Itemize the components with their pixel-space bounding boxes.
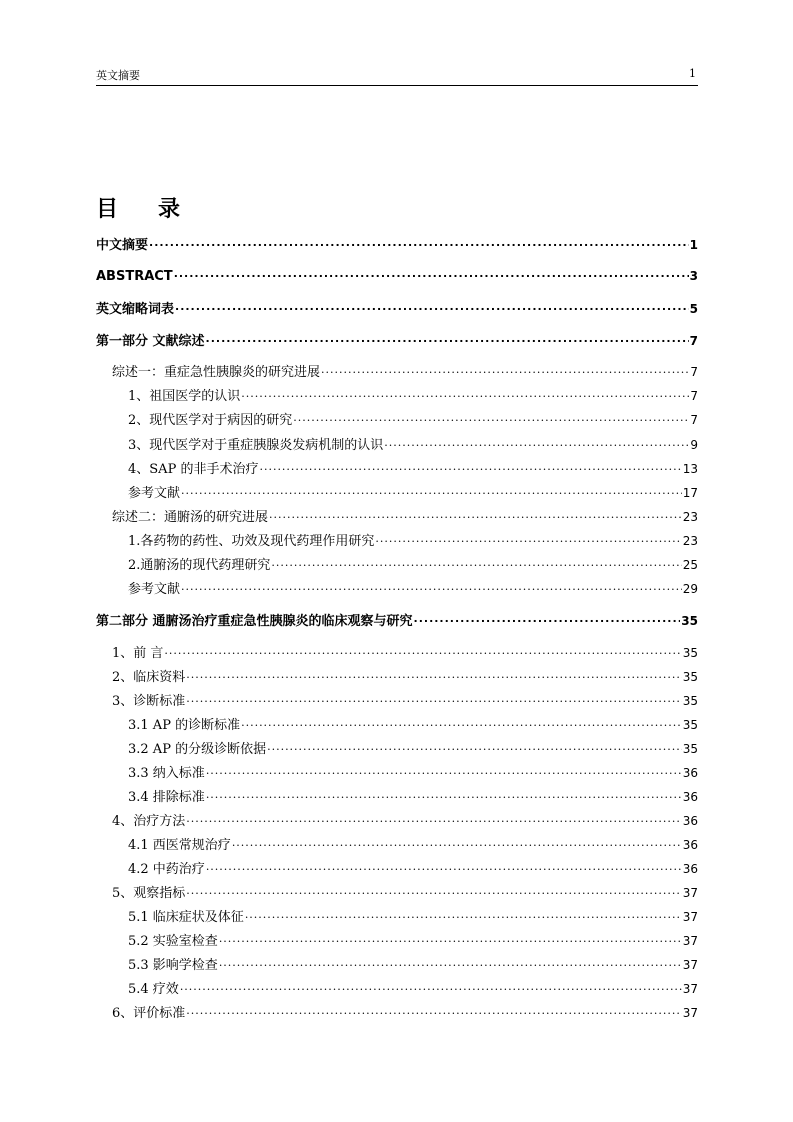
- page-title: [96, 192, 180, 223]
- toc-dot-leader: [375, 531, 681, 545]
- header-section-title: 英文摘要: [96, 69, 140, 82]
- toc-entry[interactable]: [128, 978, 698, 997]
- toc-dot-leader: [174, 266, 689, 280]
- toc-entry[interactable]: [128, 930, 698, 949]
- toc-entry-title: 5.2 实验室检查: [128, 934, 218, 949]
- toc-entry-title: 参考文献: [128, 486, 181, 501]
- title-part-2: 录: [158, 197, 181, 222]
- toc-dot-leader: [219, 931, 682, 945]
- toc-dot-leader: [164, 643, 681, 657]
- toc-entry-page-number: 35: [682, 742, 698, 756]
- toc-dot-leader: [175, 299, 689, 313]
- toc-entry[interactable]: [112, 810, 698, 829]
- toc-entry-title: 5.4 疗效: [128, 982, 179, 997]
- toc-entry-page-number: 13: [682, 462, 698, 476]
- toc-dot-leader: [180, 979, 682, 993]
- toc-entry[interactable]: [128, 554, 698, 573]
- toc-entry-page-number: 35: [682, 718, 698, 732]
- toc-dot-leader: [206, 859, 682, 873]
- toc-dot-leader: [186, 667, 681, 681]
- toc-dot-leader: [241, 386, 689, 400]
- toc-entry[interactable]: [128, 482, 698, 501]
- toc-entry[interactable]: [112, 882, 698, 901]
- toc-entry-page-number: 1: [689, 238, 698, 252]
- toc-entry[interactable]: [96, 234, 698, 253]
- toc-entry[interactable]: [112, 1002, 698, 1021]
- toc-entry-page-number: 7: [690, 389, 698, 403]
- toc-entry[interactable]: [128, 714, 698, 733]
- toc-dot-leader: [186, 883, 681, 897]
- toc-dot-leader: [149, 235, 689, 249]
- toc-entry[interactable]: [112, 642, 698, 661]
- toc-entry-page-number: 37: [682, 886, 698, 900]
- toc-entry[interactable]: [112, 690, 698, 709]
- toc-entry-page-number: 36: [682, 766, 698, 780]
- toc-dot-leader: [259, 459, 681, 473]
- toc-entry[interactable]: [128, 409, 698, 428]
- toc-entry-title: ABSTRACT: [96, 269, 173, 284]
- toc-entry-page-number: 29: [682, 582, 698, 596]
- toc-entry-page-number: 35: [682, 670, 698, 684]
- toc-entry-page-number: 5: [689, 302, 698, 316]
- toc-entry-title: 2、现代医学对于病因的研究: [128, 413, 293, 428]
- toc-entry-title: 3、诊断标准: [112, 694, 186, 709]
- toc-dot-leader: [206, 763, 682, 777]
- toc-entry-title: 4.2 中药治疗: [128, 862, 205, 877]
- toc-entry-page-number: 37: [682, 982, 698, 996]
- toc-entry-title: 2、临床资料: [112, 670, 186, 685]
- toc-entry[interactable]: [128, 434, 698, 453]
- toc-entry-title: 中文摘要: [96, 238, 149, 253]
- toc-entry-page-number: 25: [682, 558, 698, 572]
- toc-entry-title: 英文缩略词表: [96, 302, 175, 317]
- toc-entry-page-number: 37: [682, 1006, 698, 1020]
- toc-dot-leader: [384, 435, 689, 449]
- toc-dot-leader: [271, 555, 681, 569]
- toc-entry-title: 4.1 西医常规治疗: [128, 838, 231, 853]
- toc-entry-page-number: 36: [682, 814, 698, 828]
- toc-entry-title: 1、祖国医学的认识: [128, 389, 241, 404]
- toc-dot-leader: [241, 715, 682, 729]
- toc-entry[interactable]: [96, 266, 698, 284]
- toc-entry[interactable]: [128, 834, 698, 853]
- toc-entry[interactable]: [128, 858, 698, 877]
- toc-entry-page-number: 37: [682, 958, 698, 972]
- toc-entry-page-number: 7: [689, 334, 698, 348]
- toc-dot-leader: [181, 579, 682, 593]
- toc-entry-title: 3、现代医学对于重症胰腺炎发病机制的认识: [128, 438, 384, 453]
- toc-dot-leader: [186, 1003, 681, 1017]
- toc-entry[interactable]: [128, 906, 698, 925]
- toc-dot-leader: [186, 811, 681, 825]
- toc-entry[interactable]: [128, 762, 698, 781]
- toc-entry-title: 第一部分 文献综述: [96, 334, 205, 349]
- toc-entry-title: 1、前 言: [112, 646, 164, 661]
- toc-dot-leader: [181, 483, 682, 497]
- toc-entry-page-number: 37: [682, 910, 698, 924]
- toc-entry[interactable]: [112, 361, 698, 380]
- toc-dot-leader: [414, 611, 681, 625]
- toc-entry-title: 第二部分 通腑汤治疗重症急性胰腺炎的临床观察与研究: [96, 614, 413, 629]
- toc-entry-title: 综述二：通腑汤的研究进展: [112, 510, 269, 525]
- toc-entry[interactable]: [96, 298, 698, 317]
- toc-entry[interactable]: [128, 385, 698, 404]
- toc-entry[interactable]: [128, 578, 698, 597]
- toc-entry[interactable]: [128, 786, 698, 805]
- toc-entry-title: 综述一：重症急性胰腺炎的研究进展: [112, 365, 321, 380]
- toc-dot-leader: [206, 787, 682, 801]
- toc-entry-page-number: 35: [682, 694, 698, 708]
- toc-entry[interactable]: [112, 666, 698, 685]
- toc-dot-leader: [186, 691, 681, 705]
- title-part-1: 目: [96, 197, 119, 222]
- toc-entry-page-number: 36: [682, 862, 698, 876]
- toc-entry-title: 4、治疗方法: [112, 814, 186, 829]
- toc-entry-title: 3.1 AP 的诊断标准: [128, 718, 241, 733]
- toc-entry-page-number: 37: [682, 934, 698, 948]
- toc-entry-title: 4、SAP 的非手术治疗: [128, 462, 259, 477]
- toc-entry-page-number: 35: [682, 646, 698, 660]
- toc-entry[interactable]: [112, 506, 698, 525]
- toc-dot-leader: [267, 739, 682, 753]
- toc-entry-page-number: 17: [682, 486, 698, 500]
- toc-entry-title: 5.3 影响学检查: [128, 958, 218, 973]
- toc-entry-page-number: 35: [681, 614, 698, 628]
- header-page-number: 1: [689, 67, 696, 80]
- toc-entry-page-number: 36: [682, 838, 698, 852]
- toc-dot-leader: [232, 835, 682, 849]
- toc-entry-title: 2.通腑汤的现代药理研究: [128, 558, 271, 573]
- toc-entry-title: 5、观察指标: [112, 886, 186, 901]
- toc-entry-title: 3.2 AP 的分级诊断依据: [128, 742, 267, 757]
- toc-entry[interactable]: [128, 738, 698, 757]
- toc-entry-page-number: 7: [690, 365, 698, 379]
- toc-dot-leader: [321, 362, 689, 376]
- toc-entry[interactable]: [128, 530, 698, 549]
- toc-entry[interactable]: [96, 610, 698, 629]
- toc-entry-title: 5.1 临床症状及体征: [128, 910, 244, 925]
- toc-dot-leader: [219, 955, 682, 969]
- toc-entry-page-number: 23: [682, 534, 698, 548]
- toc-entry-title: 3.4 排除标准: [128, 790, 205, 805]
- toc-dot-leader: [293, 410, 689, 424]
- toc-dot-leader: [269, 507, 682, 521]
- toc-entry-page-number: 23: [682, 510, 698, 524]
- toc-entry-page-number: 7: [690, 413, 698, 427]
- toc-entry[interactable]: [96, 330, 698, 349]
- toc-dot-leader: [245, 907, 682, 921]
- toc-entry[interactable]: [128, 458, 698, 477]
- page-header: [96, 64, 698, 86]
- toc-entry-page-number: 3: [689, 269, 698, 283]
- toc-dot-leader: [206, 331, 689, 345]
- toc-entry-title: 6、评价标准: [112, 1006, 186, 1021]
- toc-entry-page-number: 9: [690, 438, 698, 452]
- toc-entry-page-number: 36: [682, 790, 698, 804]
- toc-entry-title: 参考文献: [128, 582, 181, 597]
- toc-entry-title: 1.各药物的药性、功效及现代药理作用研究: [128, 534, 375, 549]
- toc-entry-title: 3.3 纳入标准: [128, 766, 205, 781]
- toc-entry[interactable]: [128, 954, 698, 973]
